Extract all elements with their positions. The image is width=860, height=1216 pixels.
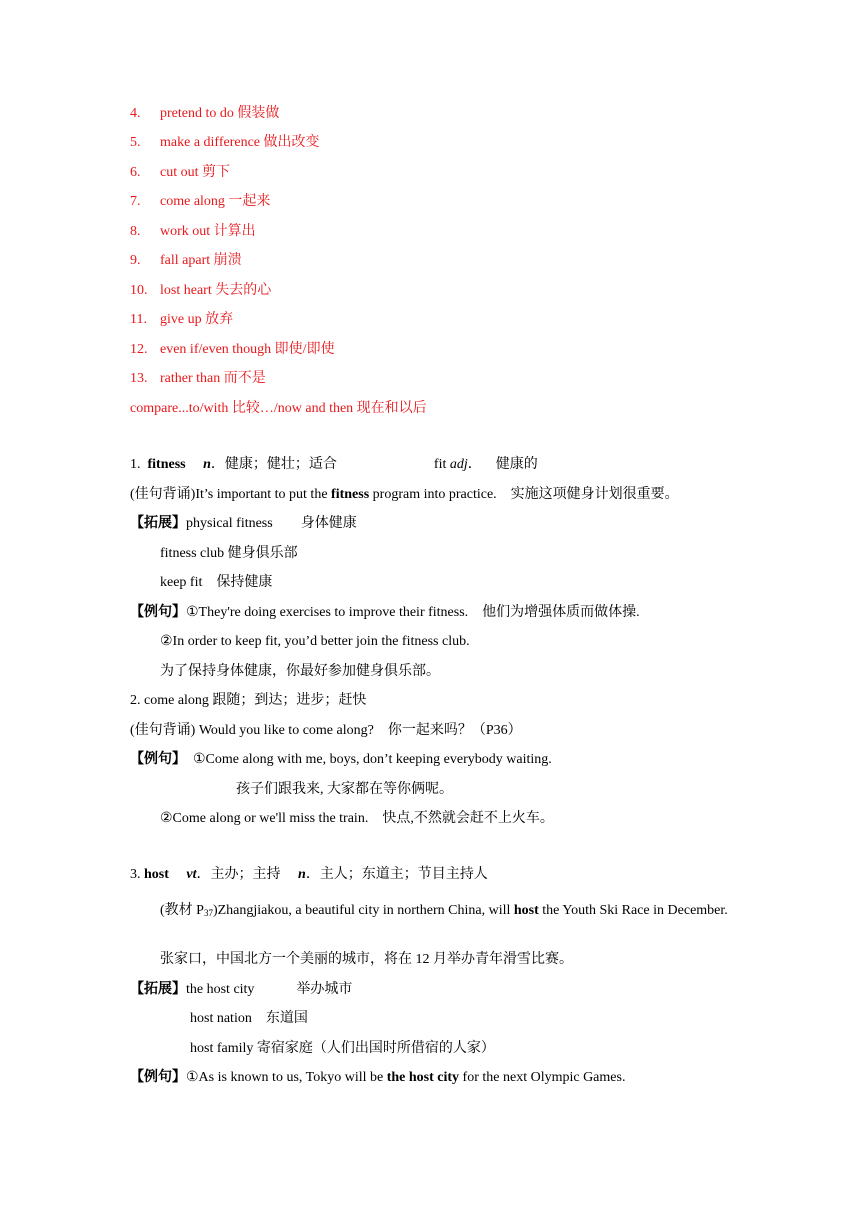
part-of-speech: vt [186, 867, 197, 882]
example-sentence: 【例句】①As is known to us, Tokyo will be the host city for the next Olympic Games. [130, 1070, 626, 1085]
headword: host [144, 867, 169, 882]
textbook-translation: 张家口，中国北方一个美丽的城市，将在 12 月举办青年滑雪比赛。 [160, 952, 573, 967]
example-label: 【例句】 [130, 752, 186, 767]
compare-line: compare...to/with 比较…/now and then 现在和以后 [130, 401, 427, 416]
part-of-speech: n [298, 867, 306, 882]
example-sentence: 【例句】 ①Come along with me, boys, don’t keeping everybody waiting. [130, 752, 552, 767]
list-item: 13. rather than 而不是 [130, 371, 266, 386]
recite-sentence: (佳句背诵) Would you like to come along? 你一起来吗？（P36） [130, 723, 522, 738]
list-item: 4. pretend to do 假装做 [130, 106, 280, 121]
list-item: 11. give up 放弃 [130, 312, 234, 327]
example-sentence: ②In order to keep fit, you’d better join the fitness club. [160, 634, 470, 649]
list-item: 6. cut out 剪下 [130, 165, 230, 180]
example-sentence: 【例句】①They're doing exercises to improve their fitness. 他们为增强体质而做体操. [130, 605, 640, 620]
list-item: 12. even if/even though 即使/即使 [130, 342, 335, 357]
example-sentence: ②Come along or we'll miss the train. 快点,不然就会赶不上火车。 [160, 811, 554, 826]
list-item: 10. lost heart 失去的心 [130, 283, 272, 298]
extension-item: fitness club 健身俱乐部 [160, 546, 298, 561]
entry-come-along-heading: 2. come along 跟随；到达；进步；赶快 [130, 693, 367, 708]
headword: fitness [147, 457, 186, 472]
extension-item: host nation 东道国 [190, 1011, 308, 1026]
extension-item: keep fit 保持健康 [160, 575, 273, 590]
list-item: 5. make a difference 做出改变 [130, 135, 320, 150]
list-item: 7. come along 一起来 [130, 194, 271, 209]
example-label: 【例句】 [130, 1070, 186, 1085]
extension-label: 【拓展】 [130, 982, 186, 997]
list-item: 8. work out 计算出 [130, 224, 256, 239]
extension-item: 【拓展】physical fitness 身体健康 [130, 516, 357, 531]
entry-host-heading: 3. host vt．主办；主持 n．主人；东道主；节目主持人 [130, 867, 488, 882]
extension-item: host family 寄宿家庭（人们出国时所借宿的人家） [190, 1041, 495, 1056]
extension-label: 【拓展】 [130, 516, 186, 531]
extension-item: 【拓展】the host city 举办城市 [130, 982, 353, 997]
textbook-sentence: (教材 $P_{37})Zhangjiakou$, a beautiful city in northern China, will host the Youth Ski Race in December. [160, 903, 728, 918]
example-translation: 为了保持身体健康，你最好参加健身俱乐部。 [160, 664, 440, 679]
part-of-speech: n [203, 457, 211, 472]
example-label: 【例句】 [130, 605, 186, 620]
entry-fitness-heading: 1. fitness n．健康；健壮；适合 fit adj． 健康的 [130, 457, 538, 472]
example-translation: 孩子们跟我来, 大家都在等你俩呢。 [236, 782, 453, 797]
recite-sentence: (佳句背诵)It’s important to put the fitness program into practice. 实施这项健身计划很重要。 [130, 487, 679, 502]
list-item: 9. fall apart 崩溃 [130, 253, 242, 268]
